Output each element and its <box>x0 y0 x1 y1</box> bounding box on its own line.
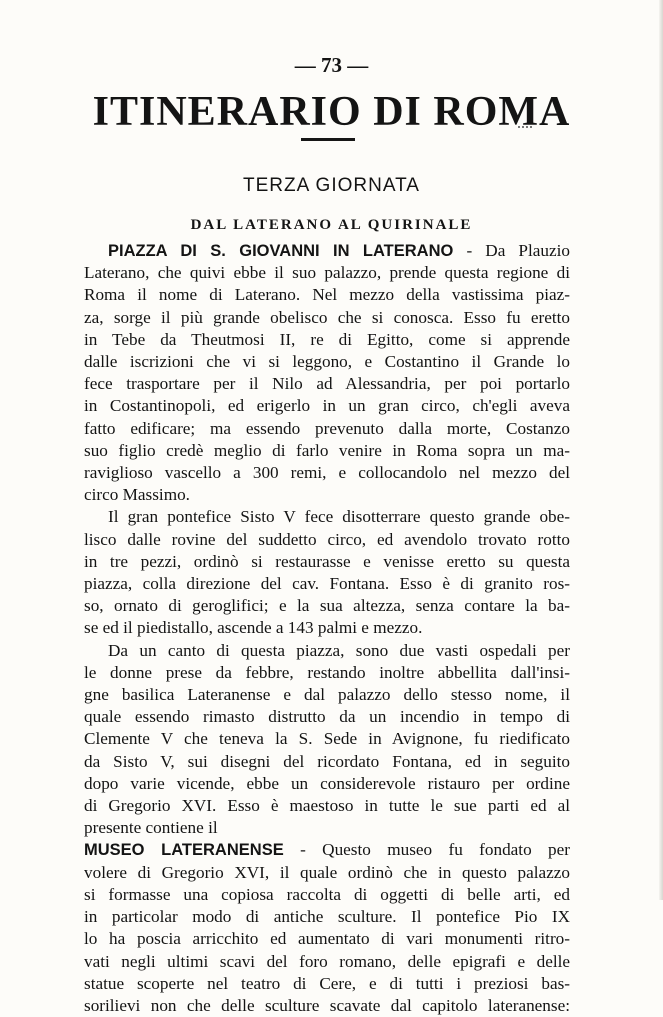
text-line <box>84 240 570 262</box>
text-line: Da un canto di questa piazza, sono due vasti ospedali per <box>108 640 570 660</box>
text-line: vati negli ultimi scavi del foro romano, delle epigrafi e delle <box>84 951 570 971</box>
text-line: in particolar modo di antiche sculture. Il pontefice Pio IX <box>84 907 570 927</box>
route-heading: DAL LATERANO AL QUIRINALE <box>190 217 473 233</box>
text-line: Roma il nome di Laterano. Nel mezzo della vastissima piaz- <box>84 285 570 305</box>
text-fragment: - Questo museo fu fondato per <box>283 840 570 860</box>
text-line: da Sisto V, sui disegni del ricordato Fontana, ed in seguito <box>84 751 570 771</box>
text-line: in tre pezzi, ordinò si restaurasse e venisse eretto su questa <box>84 551 570 571</box>
text-line: piazza, colla direzione del cav. Fontana. Esso è di granito ros- <box>84 574 570 594</box>
text-line: le donne prese da febbre, restando inoltre abbellita dall'insi- <box>84 662 570 682</box>
text-line: Clemente V che teneva la S. Sede in Avignone, fu riedificato <box>84 729 570 749</box>
text-line: volere di Gregorio XVI, il quale ordinò che in questo palazzo <box>84 862 570 882</box>
text-line: in Costantinopoli, ed erigerlo in un gran circo, ch'egli aveva <box>84 396 570 416</box>
text-line: Il gran pontefice Sisto V fece disotterrare questo grande obe- <box>108 507 570 527</box>
text-line: se ed il piedistallo, ascende a 143 palmi e mezzo. <box>84 618 423 638</box>
text-line: lo ha poscia arricchito ed aumentato di vari monumenti ritro- <box>84 929 570 949</box>
text-line: presente contiene il <box>84 818 218 838</box>
day-heading: TERZA GIORNATA <box>243 175 420 196</box>
text-line: sorilievi non che delle sculture scavate dal capitolo lateranense: <box>84 995 570 1015</box>
text-line: raviglioso vascello a 300 remi, e collocandolo nel mezzo del <box>84 463 570 483</box>
text-line: lisco dalle rovine del suddetto circo, ed avendolo trovato rotto <box>84 529 570 549</box>
text-line: di Gregorio XVI. Esso è maestoso in tutte le sue parti ed al <box>84 796 570 816</box>
text-line: quale essendo rimasto distrutto da un incendio in tempo di <box>84 707 570 727</box>
body-text <box>84 240 570 1017</box>
text-line: fece trasportare per il Nilo ad Alessandria, per poi portarlo <box>84 374 570 394</box>
text-line: circo Massimo. <box>84 485 190 505</box>
text-line: so, ornato di geroglifici; e la sua altezza, senza contare la ba- <box>84 596 570 616</box>
text-line: in Tebe da Theutmosi II, re di Egitto, come si apprende <box>84 329 570 349</box>
page-number: — 73 — <box>294 53 369 77</box>
section-heading-museo: MUSEO LATERANENSE <box>84 841 284 860</box>
text-line: fatto edificare; ma essendo prevenuto dalla morte, Costanzo <box>84 418 570 438</box>
text-line: dalle iscrizioni che vi si leggono, e Costantino il Grande lo <box>84 352 570 372</box>
title-rule <box>301 138 355 141</box>
text-line: suo figlio credè meglio di farlo venire in Roma sopra un ma- <box>84 440 570 460</box>
text-line: statue scoperte nel teatro di Cere, e di tutti i preziosi bas- <box>84 973 570 993</box>
section-heading-piazza: PIAZZA DI S. GIOVANNI IN LATERANO <box>108 242 454 260</box>
text-line <box>84 839 570 861</box>
text-line: gne basilica Lateranense e dal palazzo dello stesso nome, il <box>84 685 570 705</box>
text-line: si formasse una copiosa raccolta di oggetti di belle arti, ed <box>84 884 570 904</box>
text-fragment: - Da Plauzio <box>453 241 570 260</box>
text-line: Laterano, che quivi ebbe il suo palazzo, prende questa regione di <box>84 263 570 283</box>
text-line: dopo varie vicende, ebbe un considerevole ristauro per ordine <box>84 773 570 793</box>
ink-speck <box>518 126 532 132</box>
main-title: ITINERARIO DI ROMA <box>92 89 571 135</box>
text-line: za, sorge il più grande obelisco che si conosca. Esso fu eretto <box>84 307 570 327</box>
